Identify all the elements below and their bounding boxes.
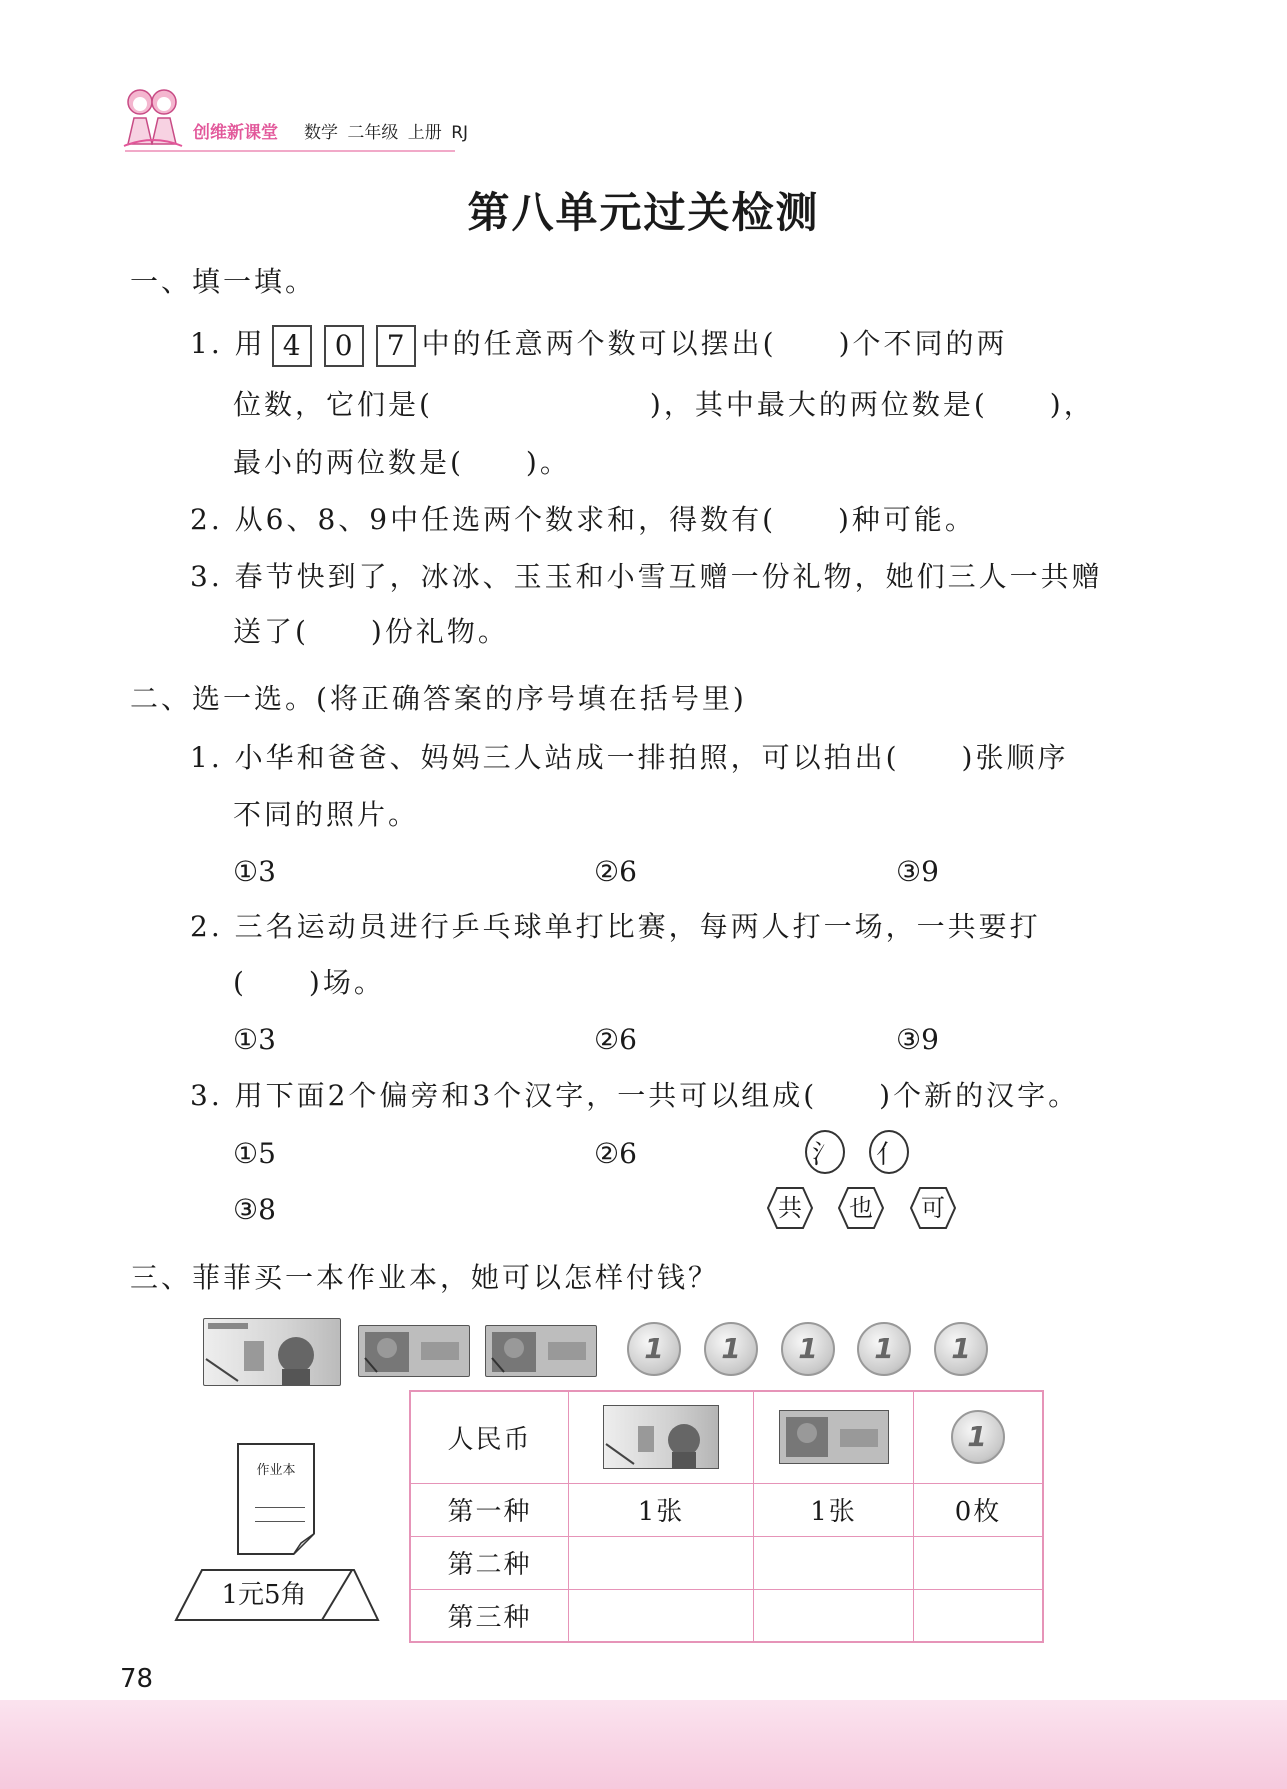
s2-q2-line2: ( )场。 — [233, 966, 385, 999]
question-text: 小华和爸爸、妈妈三人站成一排拍照，可以拍出( )张顺序 — [234, 741, 1069, 774]
question-text: 用 — [234, 327, 266, 360]
answer-cell[interactable] — [914, 1589, 1044, 1642]
s1-q1-line2: 位数，它们是( )，其中最大的两位数是( )， — [233, 388, 1095, 421]
s1-q3-line2: 送了( )份礼物。 — [233, 615, 509, 648]
option-c: ③9 — [896, 1023, 939, 1056]
row-label: 第一种 — [410, 1483, 569, 1536]
char-hexagon — [838, 1187, 884, 1229]
option-a: ①5 — [233, 1137, 276, 1170]
section1-heading: 一、填一填。 — [130, 265, 317, 298]
one-jiao-coin: 1 — [934, 1322, 988, 1376]
question-number: 1. — [190, 741, 223, 774]
radical-person: 亻 — [869, 1130, 909, 1174]
mascot-logo — [120, 84, 186, 150]
answer-cell[interactable] — [569, 1589, 754, 1642]
row-cell: 1张 — [754, 1483, 914, 1536]
char-label: 共 — [778, 1194, 802, 1222]
char-hexagon — [767, 1187, 813, 1229]
row-label: 第三种 — [410, 1589, 569, 1642]
answer-cell[interactable] — [754, 1589, 914, 1642]
question-number: 3. — [190, 560, 223, 593]
radical-water: 氵 — [805, 1130, 845, 1174]
s1-q2 — [190, 500, 976, 540]
header-five-jiao-note — [754, 1391, 914, 1483]
footer-band — [0, 1700, 1287, 1789]
answer-cell[interactable] — [569, 1536, 754, 1589]
question-number: 2. — [190, 910, 223, 943]
option-b: ②6 — [594, 855, 637, 888]
s2-q2-line1 — [190, 907, 1041, 947]
one-jiao-coin: 1 — [857, 1322, 911, 1376]
payment-table — [409, 1390, 1044, 1643]
answer-cell[interactable] — [914, 1536, 1044, 1589]
question-number: 3. — [190, 1079, 223, 1112]
one-yuan-note — [203, 1318, 341, 1386]
row-cell: 1张 — [569, 1483, 754, 1536]
option-b: ②6 — [594, 1023, 637, 1056]
char-hexagon — [910, 1187, 956, 1229]
brand-name: 创维新课堂 — [193, 123, 278, 143]
question-text: 用下面2个偏旁和3个汉字，一共可以组成( )个新的汉字。 — [234, 1079, 1080, 1112]
answer-cell[interactable] — [754, 1536, 914, 1589]
s2-q1-line2: 不同的照片。 — [233, 798, 420, 831]
question-text: 从6、8、9中任选两个数求和，得数有( )种可能。 — [234, 503, 976, 536]
table-header-label: 人民币 — [410, 1391, 569, 1483]
five-jiao-note — [485, 1325, 597, 1377]
question-number: 1. — [190, 327, 223, 360]
five-jiao-note — [358, 1325, 470, 1377]
one-jiao-coin: 1 — [704, 1322, 758, 1376]
header-one-jiao-coin — [914, 1391, 1044, 1483]
question-number: 2. — [190, 503, 223, 536]
char-label: 也 — [849, 1194, 873, 1222]
s1-q1-line1 — [190, 324, 1008, 367]
question-text: 三名运动员进行乒乓球单打比赛，每两人打一场，一共要打 — [234, 910, 1041, 943]
digit-card: 7 — [376, 325, 416, 367]
header-divider — [125, 150, 455, 152]
notebook-label: 作业本 — [256, 1463, 296, 1478]
option-a: ①3 — [233, 1023, 276, 1056]
char-label: 可 — [921, 1194, 945, 1222]
book-info: 数学 二年级 上册 RJ — [304, 123, 469, 143]
s1-q1-line3: 最小的两位数是( )。 — [233, 446, 571, 479]
table-row — [410, 1589, 1043, 1642]
s1-q3-line1 — [190, 557, 1103, 597]
table-row — [410, 1483, 1043, 1536]
s2-q1-line1 — [190, 738, 1068, 778]
option-a: ①3 — [233, 855, 276, 888]
header-one-yuan-note — [569, 1391, 754, 1483]
option-c: ③8 — [233, 1193, 276, 1226]
row-label: 第二种 — [410, 1536, 569, 1589]
table-row — [410, 1536, 1043, 1589]
option-c: ③9 — [896, 855, 939, 888]
question-text: 春节快到了，冰冰、玉玉和小雪互赠一份礼物，她们三人一共赠 — [234, 560, 1103, 593]
page-title: 第八单元过关检测 — [467, 188, 820, 237]
row-cell: 0枚 — [914, 1483, 1044, 1536]
price-text: 1元5角 — [221, 1580, 307, 1610]
option-b: ②6 — [594, 1137, 637, 1170]
digit-card: 0 — [324, 325, 364, 367]
s2-q3-line1 — [190, 1076, 1079, 1116]
coin-value: 1 — [951, 1410, 1005, 1464]
exercise-book-icon — [237, 1443, 315, 1555]
one-jiao-coin: 1 — [781, 1322, 835, 1376]
page-number: 78 — [120, 1664, 154, 1694]
section3-heading: 三、菲菲买一本作业本，她可以怎样付钱？ — [130, 1261, 720, 1294]
question-text: 中的任意两个数可以摆出( )个不同的两 — [421, 327, 1008, 360]
one-jiao-coin: 1 — [627, 1322, 681, 1376]
digit-card: 4 — [272, 325, 312, 367]
section2-heading: 二、选一选。(将正确答案的序号填在括号里) — [130, 682, 747, 715]
